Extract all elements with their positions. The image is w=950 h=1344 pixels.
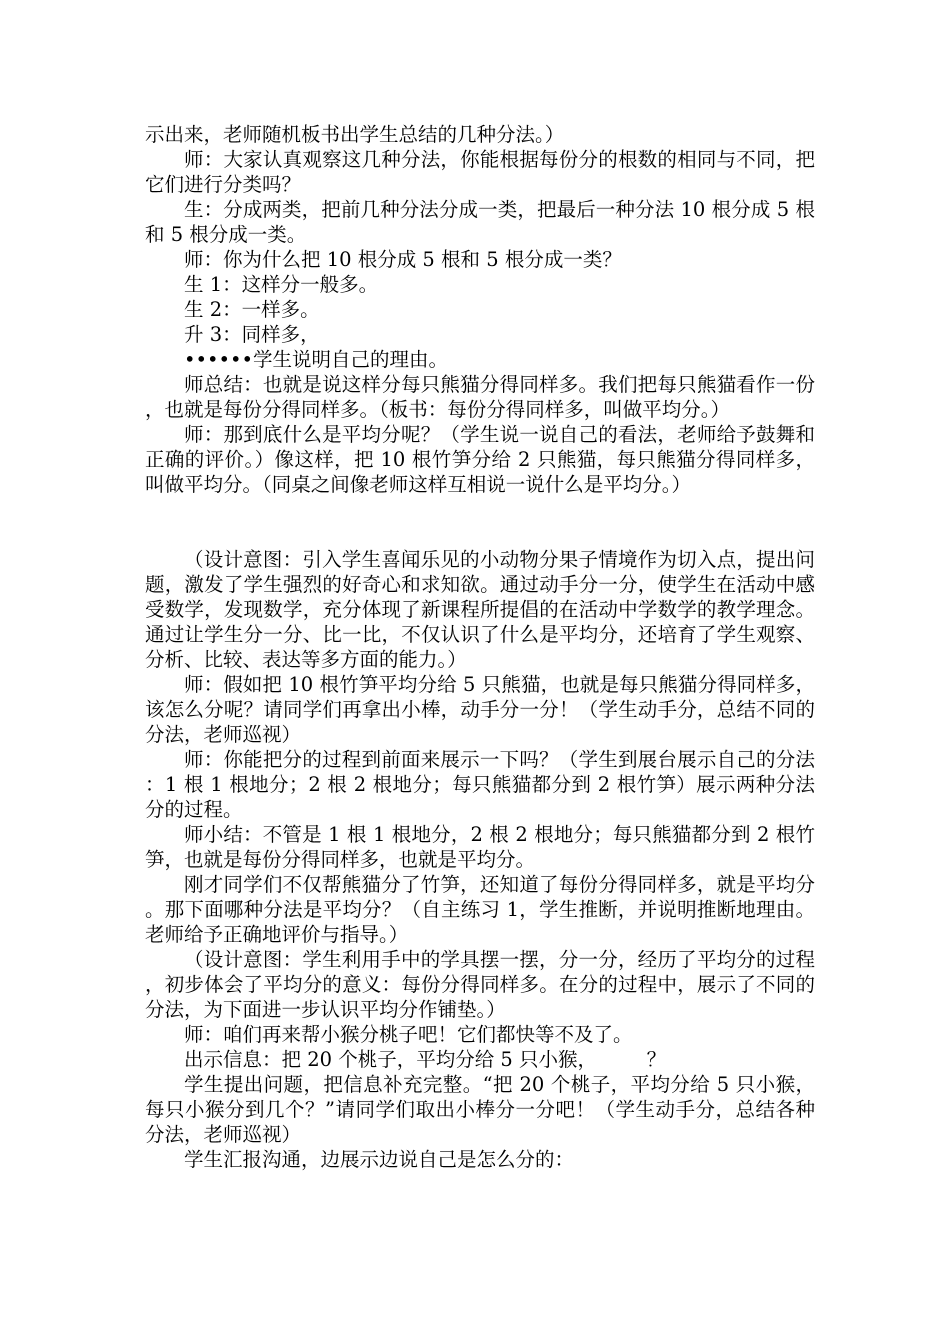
paragraph: 出示信息：把 20 个桃子，平均分给 5 只小猴， ？ (184, 1048, 667, 1071)
paragraph: 师：你为什么把 10 根分成 5 根和 5 根分成一类？ (184, 248, 622, 271)
document-body (145, 122, 815, 1172)
paragraph: 师小结：不管是 1 根 1 根地分，2 根 2 根地分；每只熊猫都分到 2 根竹笋，也就是每份分得同样多，也就是平均分。 (145, 823, 815, 871)
paragraph: 刚才同学们不仅帮熊猫分了竹笋，还知道了每份分得同样多，就是平均分。那下面哪种分法是平均分？（自主练习 1，学生推断，并说明推断地理由。老师给予正确地评价与指导。） (145, 873, 815, 946)
paragraph: 师：你能把分的过程到前面来展示一下吗？（学生到展台展示自己的分法：1 根 1 根地分；2 根 2 根地分；每只熊猫都分到 2 根竹笋）展示两种分法分的过程。 (145, 748, 815, 821)
paragraph: 师总结：也就是说这样分每只熊猫分得同样多。我们把每只熊猫看作一份，也就是每份分得同样多。（板书：每份分得同样多，叫做平均分。） (145, 373, 815, 421)
paragraph: 生：分成两类，把前几种分法分成一类，把最后一种分法 10 根分成 5 根和 5 根分成一类。 (145, 198, 815, 246)
paragraph: 生 1：这样分一般多。 (184, 273, 379, 296)
paragraph: 生 2：一样多。 (184, 298, 320, 321)
paragraph: 升 3：同样多， (184, 323, 320, 346)
paragraph: 师：那到底什么是平均分呢？（学生说一说自己的看法，老师给予鼓舞和正确的评价。）像这样，把 10 根竹笋分给 2 只熊猫，每只熊猫分得同样多，叫做平均分。（同桌之间像老师这样互相说一说什么是平均分。） (145, 423, 815, 496)
paragraph: 师：大家认真观察这几种分法，你能根据每份分的根数的相同与不同，把它们进行分类吗？ (145, 148, 815, 196)
paragraph: 学生汇报沟通，边展示边说自己是怎么分的： (184, 1148, 575, 1171)
paragraph: 示出来，老师随机板书出学生总结的几种分法。） (145, 123, 565, 146)
paragraph-spacer (145, 497, 815, 547)
design-intent-paragraph: （设计意图：引入学生喜闻乐见的小动物分果子情境作为切入点，提出问题，激发了学生强烈的好奇心和求知欲。通过动手分一分，使学生在活动中感受数学，发现数学，充分体现了新课程所提倡的在活动中学数学的教学理念。通过让学生分一分、比一比，不仅认识了什么是平均分，还培育了学生观察、分析、比较、表达等多方面的能力。） (145, 548, 815, 671)
paragraph: 师：假如把 10 根竹笋平均分给 5 只熊猫，也就是每只熊猫分得同样多，该怎么分呢？请同学们再拿出小棒，动手分一分！（学生动手分，总结不同的分法，老师巡视） (145, 673, 815, 746)
design-intent-paragraph: （设计意图：学生利用手中的学具摆一摆，分一分，经历了平均分的过程，初步体会了平均分的意义：每份分得同样多。在分的过程中，展示了不同的分法，为下面进一步认识平均分作铺垫。） (145, 948, 815, 1021)
paragraph: 师：咱们再来帮小猴分桃子吧！它们都快等不及了。 (184, 1023, 633, 1046)
paragraph: ••••••学生说明自己的理由。 (184, 348, 449, 371)
paragraph: 学生提出问题，把信息补充完整。“把 20 个桃子，平均分给 5 只小猴，每只小猴分到几个？”请同学们取出小棒分一分吧！（学生动手分，总结各种分法，老师巡视） (145, 1073, 815, 1146)
